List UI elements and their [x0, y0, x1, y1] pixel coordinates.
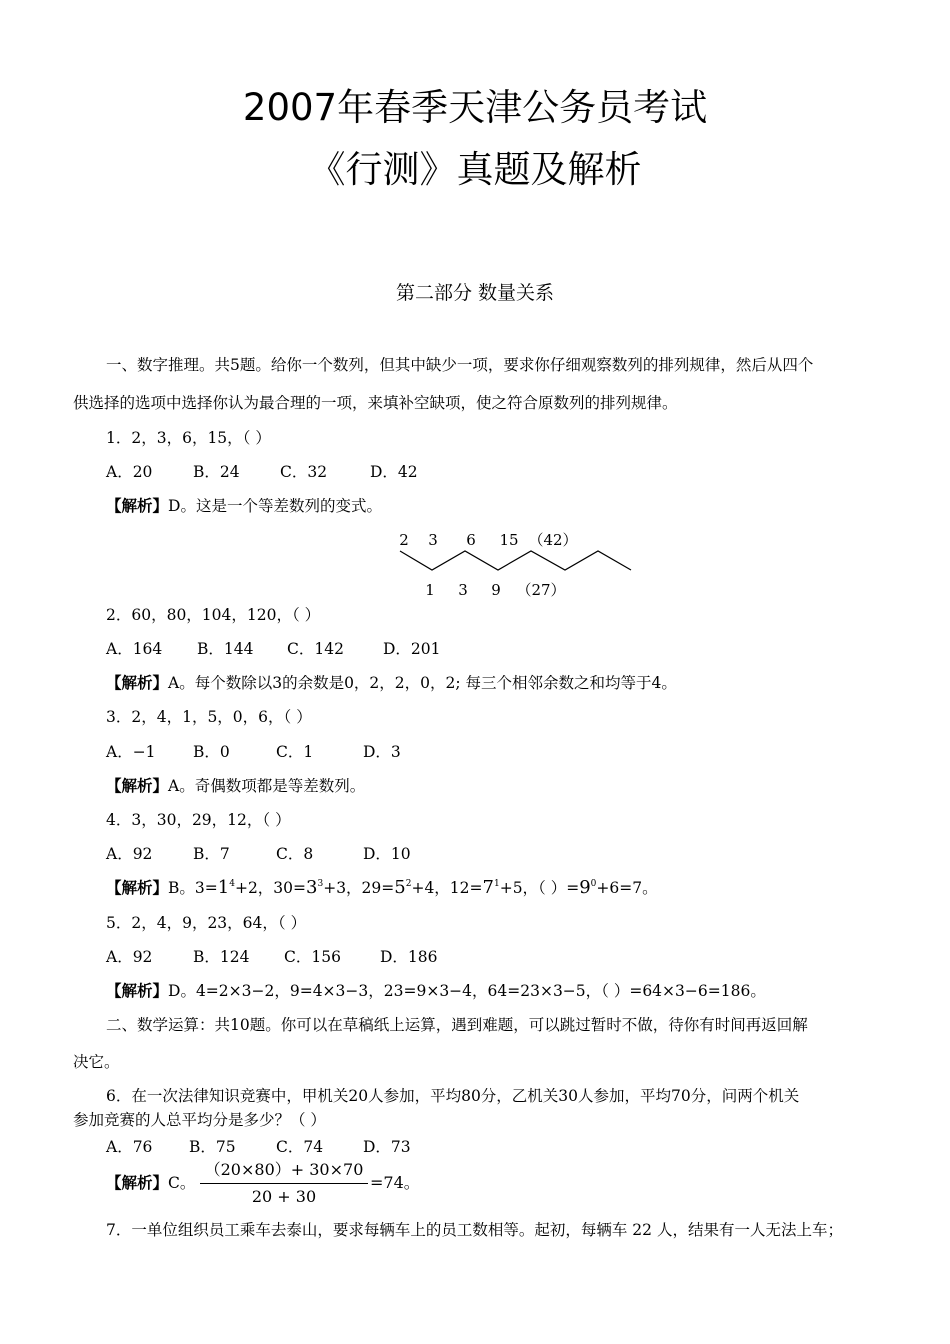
q4-analysis-part: +3，29=	[323, 879, 395, 897]
analysis-label: 【解析】	[106, 673, 169, 692]
q4-analysis	[106, 877, 658, 899]
q1-diagram-top-3: 15	[499, 531, 519, 549]
q1-diagram-bottom-0: 1	[425, 581, 435, 599]
q4-power-exponent: 4	[229, 879, 235, 889]
q1-option-d: D．42	[370, 463, 418, 481]
q6-denominator: 20 + 30	[251, 1187, 317, 1206]
analysis-label: 【解析】	[106, 496, 169, 515]
q1-option-c: C．32	[280, 463, 328, 481]
q4-option-a: A．92	[106, 845, 153, 863]
q1-zigzag-line	[400, 551, 631, 570]
q1-diagram-bottom-1: 3	[458, 581, 468, 599]
q3-option-b: B．0	[193, 743, 230, 761]
q4-option-b: B．7	[193, 845, 230, 863]
q1-diagram-top-0: 2	[399, 531, 409, 549]
q2-stem: 2．60，80，104，120，（ ）	[106, 606, 321, 624]
q4-power-exponent: 1	[493, 879, 500, 889]
q1-analysis-text: D。这是一个等差数列的变式。	[168, 497, 382, 515]
q5-analysis-text: D。4=2×3−2，9=4×3−3，23=9×3−4，64=23×3−5，（ ）=64×3−6=186。	[168, 982, 766, 1000]
q4-power-base: 7	[482, 877, 494, 898]
q6-result: =74。	[370, 1173, 420, 1192]
q4-power-base: 3	[306, 877, 318, 898]
intro2-line1: 二、数学运算：共10题。你可以在草稿纸上运算，遇到难题，可以跳过暂时不做，待你有时间再返回解	[106, 1016, 808, 1034]
q4-option-c: C．8	[276, 845, 314, 863]
q4-option-d: D．10	[363, 845, 411, 863]
q5-option-a: A．92	[106, 948, 153, 966]
q2-analysis	[106, 672, 677, 694]
q4-analysis-part: +5，（ ）=	[499, 879, 580, 897]
q1-diagram-bottom-2: 9	[491, 581, 501, 599]
q4-analysis-part: B。3=	[168, 879, 218, 897]
q4-power-base: 1	[217, 877, 230, 898]
q6-fraction	[200, 1160, 368, 1207]
q4-power-exponent: 0	[590, 879, 597, 889]
q2-option-b: B．144	[197, 640, 254, 658]
intro1-line2: 供选择的选项中选择你认为最合理的一项，来填补空缺项，使之符合原数列的排列规律。	[73, 394, 678, 412]
section-title: 第二部分 数量关系	[395, 282, 555, 304]
q1-option-b: B．24	[193, 463, 240, 481]
q3-stem: 3．2，4，1，5，0，6，（ ）	[106, 708, 312, 726]
q4-analysis-part: +2，30=	[234, 879, 307, 897]
q6-numerator: （20×80）+ 30×70	[200, 1160, 368, 1184]
analysis-label: 【解析】	[106, 776, 169, 795]
q5-analysis	[106, 980, 766, 1002]
q1-diagram-top-4: （42）	[528, 531, 578, 549]
q5-option-b: B．124	[193, 948, 250, 966]
q6-option-c: C．74	[276, 1138, 324, 1156]
q6-stem-line1: 6．在一次法律知识竞赛中，甲机关20人参加，平均80分，乙机关30人参加，平均70分，问两个机关	[106, 1087, 800, 1105]
q1-options	[106, 461, 418, 483]
analysis-label: 【解析】	[106, 1173, 169, 1192]
q5-options	[106, 946, 438, 968]
q1-diagram-top-2: 6	[466, 531, 476, 549]
q6-option-d: D．73	[363, 1138, 411, 1156]
q6-option-b: B．75	[189, 1138, 236, 1156]
q6-options	[106, 1136, 411, 1158]
q6-stem-line2: 参加竞赛的人总平均分是多少？（ ）	[73, 1111, 326, 1129]
intro1-line1: 一、数字推理。共5题。给你一个数列，但其中缺少一项，要求你仔细观察数列的排列规律，然后从四个	[106, 356, 814, 374]
q4-analysis-part: +6=7。	[596, 879, 658, 897]
q6-answer: C。	[168, 1174, 196, 1192]
analysis-label: 【解析】	[106, 878, 169, 897]
intro2-line2: 决它。	[73, 1053, 120, 1071]
q3-option-d: D．3	[363, 743, 401, 761]
q4-analysis-part: +4，12=	[411, 879, 483, 897]
q1-diagram-bottom-3: （27）	[516, 581, 566, 599]
q3-option-c: C．1	[276, 743, 314, 761]
q7-stem: 7．一单位组织员工乘车去泰山，要求每辆车上的员工数相等。起初，每辆车 22 人，结果有一人无法上车；	[106, 1221, 843, 1239]
q3-options	[106, 741, 401, 763]
q4-power-exponent: 2	[405, 879, 412, 889]
q2-option-d: D．201	[383, 640, 441, 658]
q5-option-c: C．156	[284, 948, 341, 966]
q6-option-a: A．76	[106, 1138, 153, 1156]
q3-analysis	[106, 775, 365, 797]
q5-option-d: D．186	[380, 948, 438, 966]
q2-analysis-text: A。每个数除以3的余数是0，2，2，0，2; 每三个相邻余数之和均等于4。	[168, 674, 677, 692]
q1-analysis	[106, 495, 382, 517]
q1-stem: 1．2，3，6，15，（ ）	[106, 429, 271, 447]
doc-title-line2: 《行测》真题及解析	[308, 148, 642, 191]
q4-power-base: 9	[579, 877, 591, 898]
q4-power-base: 5	[394, 877, 406, 898]
q3-analysis-text: A。奇偶数项都是等差数列。	[168, 777, 366, 795]
q4-stem: 4．3，30，29，12，（ ）	[106, 811, 291, 829]
q2-option-a: A．164	[106, 640, 163, 658]
q4-options	[106, 843, 411, 865]
q5-stem: 5．2，4，9，23，64，（ ）	[106, 914, 307, 932]
doc-title-line1: 2007年春季天津公务员考试	[242, 86, 708, 129]
q2-option-c: C．142	[287, 640, 344, 658]
q1-diagram-top-1: 3	[428, 531, 438, 549]
q2-options	[106, 638, 441, 660]
q6-analysis	[106, 1172, 195, 1194]
q4-power-exponent: 3	[317, 879, 324, 889]
analysis-label: 【解析】	[106, 981, 169, 1000]
q3-option-a: A．−1	[106, 743, 156, 761]
q1-option-a: A．20	[106, 463, 153, 481]
